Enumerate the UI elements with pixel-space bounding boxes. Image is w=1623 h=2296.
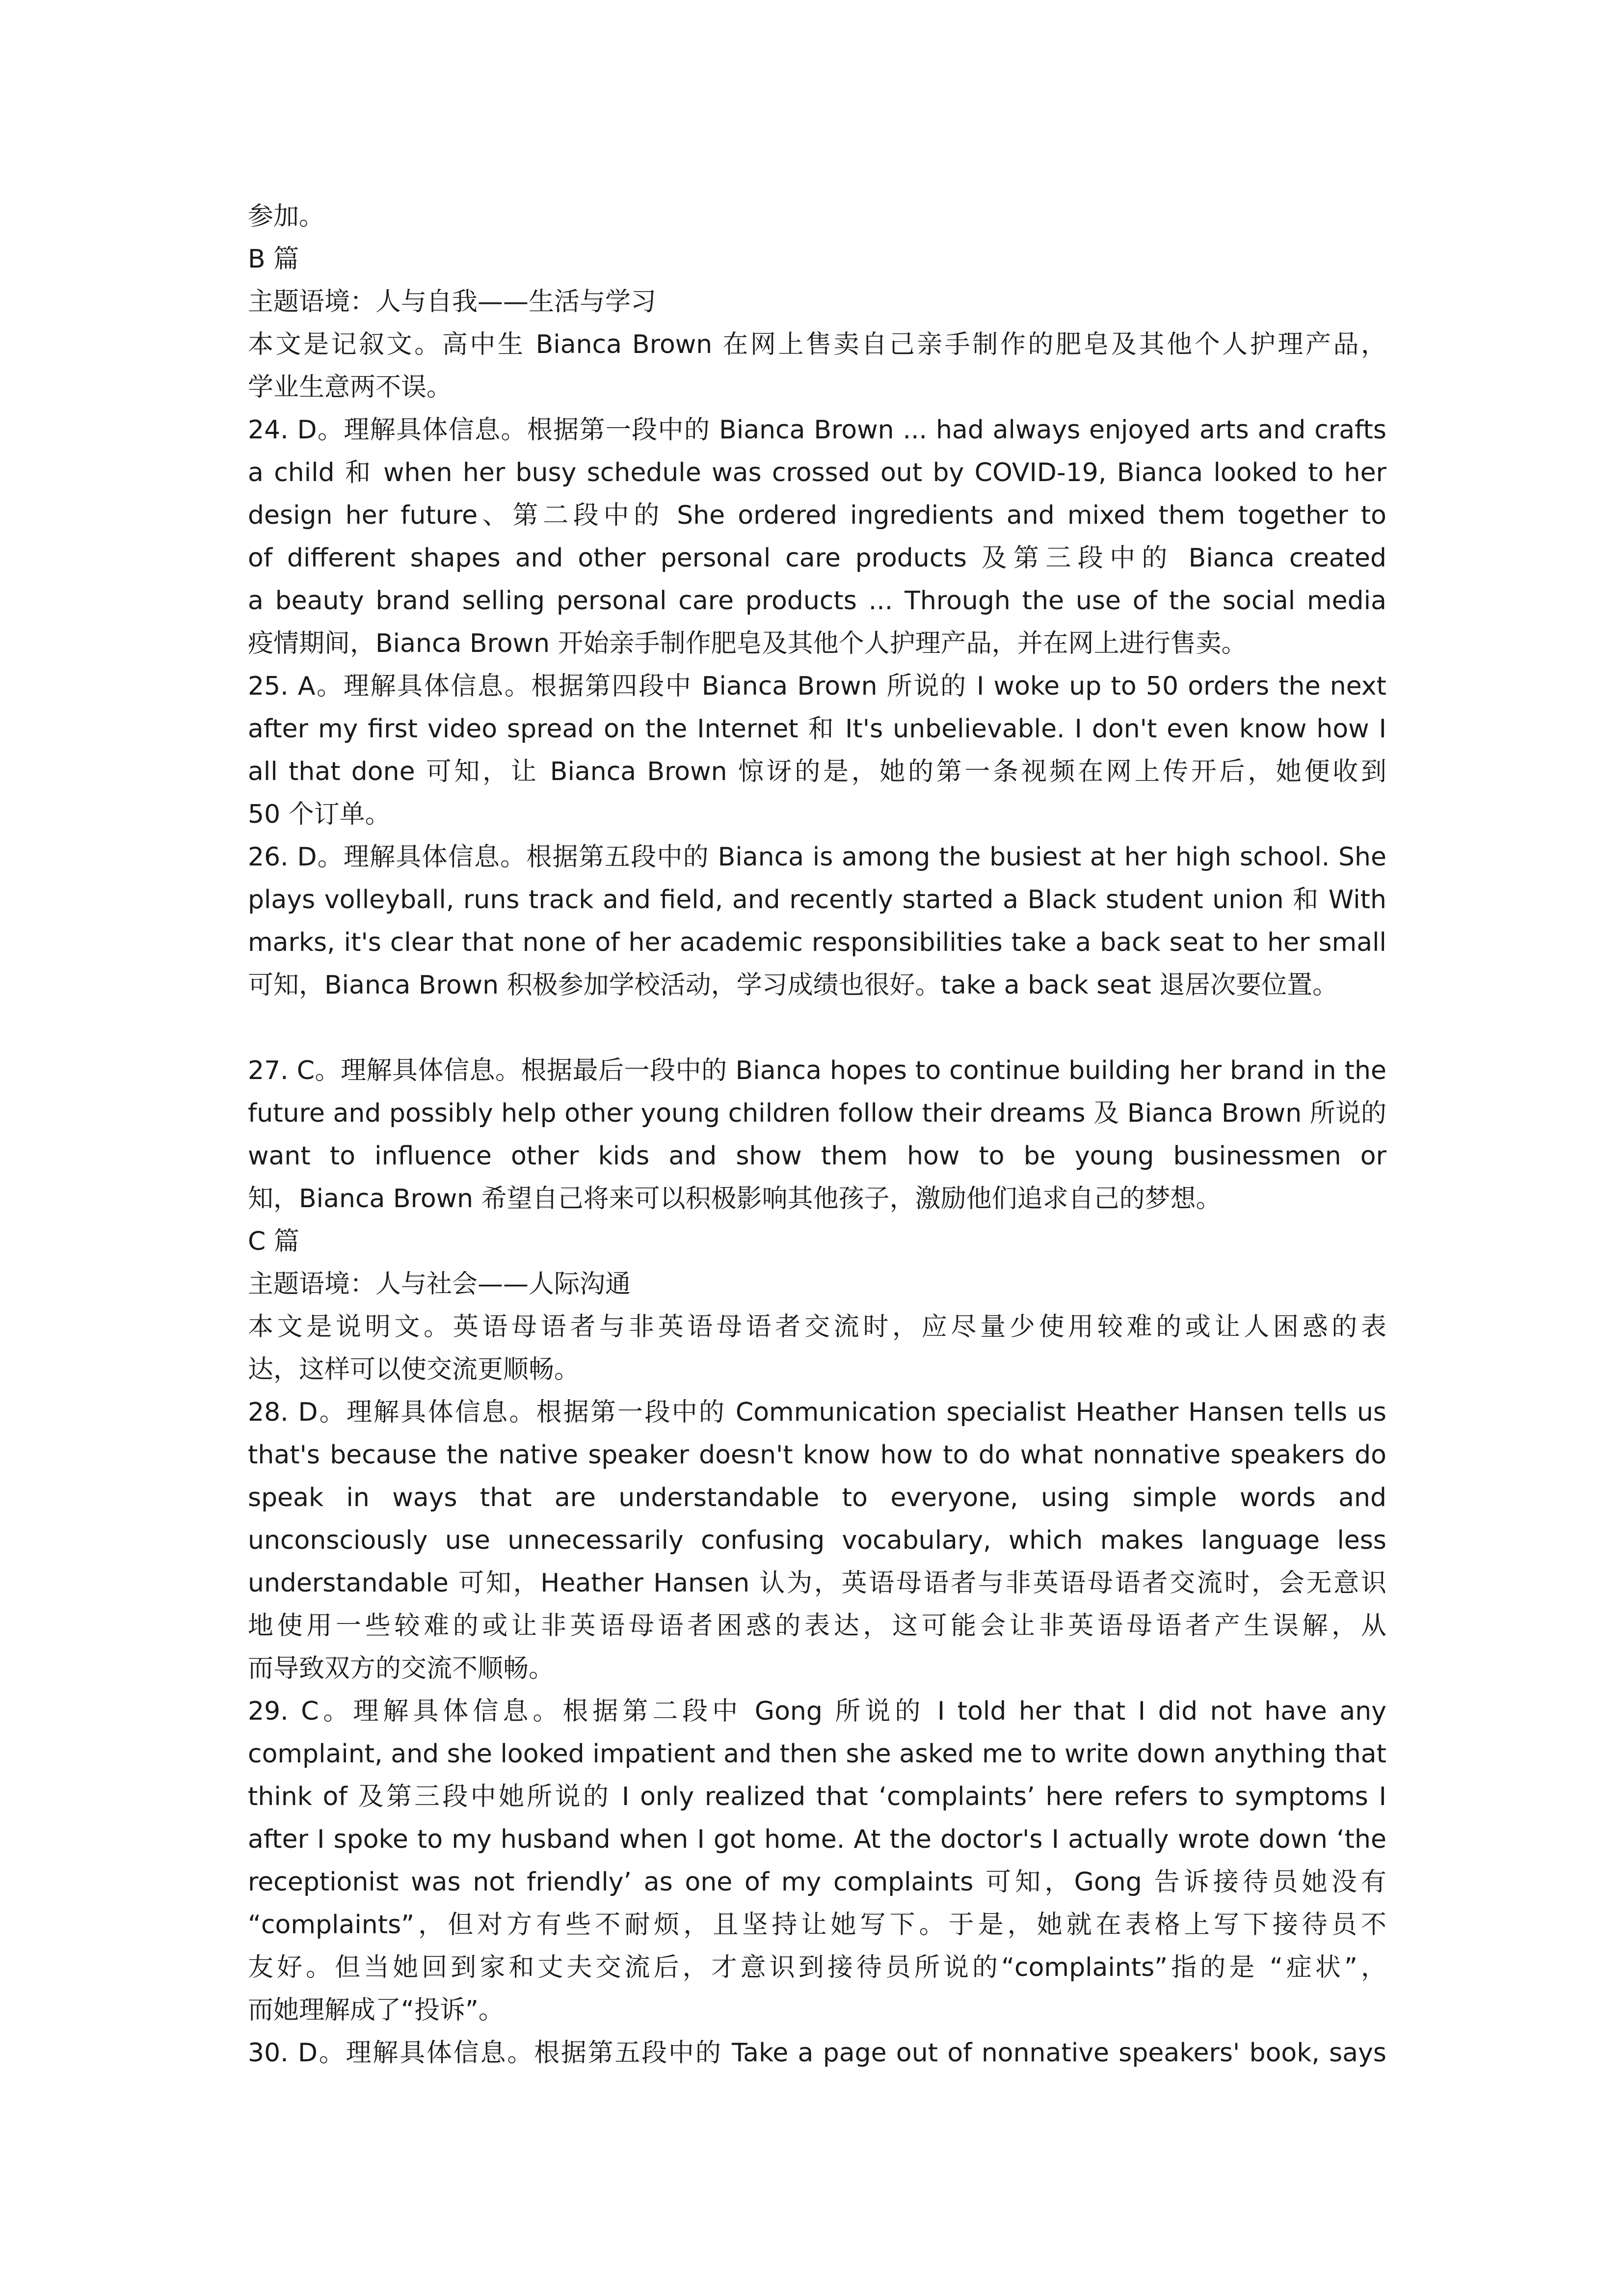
theme-line: 主题语境：人与社会——人际沟通 [248,1270,631,1299]
summary-line: 学业生意两不误。 [248,373,452,402]
answer-29-line: after I spoke to my husband when I got home. At the doctor's I actually wrote down ‘the [248,1825,1386,1854]
answer-28-line: unconsciously use unnecessarily confusing vocabulary, which makes language less [248,1526,1386,1555]
answer-29-line: “complaints”，但对方有些不耐烦，且坚持让她写下。于是，她就在表格上写下接待员不 [248,1910,1386,1940]
answer-26-line: 26. D。理解具体信息。根据第五段中的 Bianca is among the busiest at her high school. She [248,842,1386,872]
answer-24-line: 24. D。理解具体信息。根据第一段中的 Bianca Brown ... had always enjoyed arts and crafts [248,415,1386,445]
answer-26-line: marks, it's clear that none of her academic responsibilities take a back seat to her small [248,928,1386,957]
summary-line: 本文是说明文。英语母语者与非英语母语者交流时，应尽量少使用较难的或让人困惑的表 [248,1312,1386,1342]
answer-24-line: a beauty brand selling personal care products ... Through the use of the social media [248,586,1386,616]
answer-28-line: 地使用一些较难的或让非英语母语者困惑的表达，这可能会让非英语母语者产生误解，从 [248,1611,1386,1641]
document-page [248,195,1386,2075]
answer-29-line: think of 及第三段中她所说的 I only realized that ‘complaints’ here refers to symptoms I [248,1782,1386,1811]
answer-24-line: design her future、第二段中的 She ordered ingredients and mixed them together to [248,501,1386,530]
answer-29-line: receptionist was not friendly’ as one of my complaints 可知，Gong 告诉接待员她没有 [248,1867,1386,1897]
answer-28-line: that's because the native speaker doesn't know how to do what nonnative speakers do [248,1440,1386,1470]
answer-24-line: 疫情期间，Bianca Brown 开始亲手制作肥皂及其他个人护理产品，并在网上进行售卖。 [248,629,1247,658]
answer-29-line: 而她理解成了“投诉”。 [248,1996,504,2025]
section-heading: C 篇 [248,1227,299,1256]
theme-line: 主题语境：人与自我——生活与学习 [248,287,657,317]
answer-25-line: after my first video spread on the Internet 和 It's unbelievable. I don't even know how I [248,714,1386,744]
answer-29-line: complaint, and she looked impatient and then she asked me to write down anything that [248,1739,1386,1769]
answer-28-line: 28. D。理解具体信息。根据第一段中的 Communication specialist Heather Hansen tells us [248,1398,1386,1427]
answer-28-line: speak in ways that are understandable to everyone, using simple words and [248,1483,1386,1513]
answer-29-line: 29. C。理解具体信息。根据第二段中 Gong 所说的 I told her that I did not have any [248,1697,1386,1726]
answer-25-line: 25. A。理解具体信息。根据第四段中 Bianca Brown 所说的 I woke up to 50 orders the next [248,672,1386,701]
answer-24-line: a child 和 when her busy schedule was crossed out by COVID-19, Bianca looked to her [248,458,1386,487]
text-line: 参加。 [248,202,325,231]
answer-25-line: 50 个订单。 [248,800,391,829]
answer-27-line: 27. C。理解具体信息。根据最后一段中的 Bianca hopes to continue building her brand in the [248,1056,1386,1085]
answer-26-line: plays volleyball, runs track and field, and recently started a Black student union 和 With [248,885,1386,915]
answer-28-line: understandable 可知，Heather Hansen 认为，英语母语者与非英语母语者交流时，会无意识 [248,1568,1386,1598]
answer-26-line: 可知，Bianca Brown 积极参加学校活动，学习成绩也很好。take a back seat 退居次要位置。 [248,971,1338,1000]
answer-27-line: 知，Bianca Brown 希望自己将来可以积极影响其他孩子，激励他们追求自己的梦想。 [248,1184,1222,1214]
answer-27-line: future and possibly help other young children follow their dreams 及 Bianca Brown 所说的 [248,1099,1386,1128]
paragraph-gap [248,1007,1386,1050]
summary-line: 本文是记叙文。高中生 Bianca Brown 在网上售卖自己亲手制作的肥皂及其他个人护理产品， [248,330,1386,359]
answer-25-line: all that done 可知，让 Bianca Brown 惊讶的是，她的第一条视频在网上传开后，她便收到 [248,757,1386,786]
answer-29-line: 友好。但当她回到家和丈夫交流后，才意识到接待员所说的“complaints”指的是 “症状”， [248,1953,1386,1982]
answer-27-line: want to influence other kids and show them how to be young businessmen or [248,1141,1386,1171]
summary-line: 达，这样可以使交流更顺畅。 [248,1355,580,1384]
section-heading: B 篇 [248,244,299,274]
answer-24-line: of different shapes and other personal care products 及第三段中的 Bianca created [248,543,1386,573]
answer-28-line: 而导致双方的交流不顺畅。 [248,1654,555,1683]
answer-30-line: 30. D。理解具体信息。根据第五段中的 Take a page out of nonnative speakers' book, says [248,2038,1386,2068]
